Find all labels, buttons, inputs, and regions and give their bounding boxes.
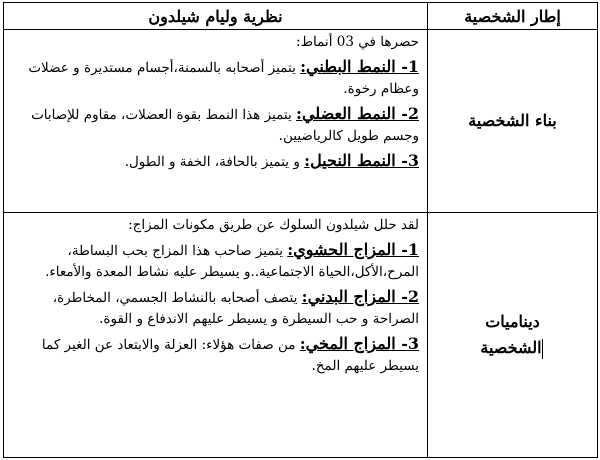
item-title: 2- المزاج البدني: — [301, 287, 419, 306]
item-text: و يتميز بالحافة، الخفة و الطول. — [124, 154, 300, 170]
frame-label-line: ديناميات — [485, 312, 540, 331]
list-item — [12, 150, 419, 173]
list-item — [12, 103, 419, 147]
frame-column-header: إطار الشخصية — [428, 3, 598, 30]
table-row — [4, 213, 598, 458]
item-text: يتميز أصحابه بالسمنة،أجسام مستديرة و عضلات وعظام رخوة. — [28, 60, 419, 97]
list-item — [12, 56, 419, 100]
list-item — [12, 333, 419, 377]
table-row — [4, 30, 598, 213]
item-text: يتميز هذا النمط بقوة العضلات، مقاوم للإصابات وجسم طويل كالرياضيين. — [31, 107, 419, 144]
personality-table — [3, 2, 598, 458]
item-title: 1- المزاج الحشوي: — [287, 240, 419, 259]
frame-label-personality-dynamics — [428, 213, 598, 458]
frame-label-personality-structure: بناء الشخصية — [428, 30, 598, 213]
header-row — [4, 3, 598, 30]
theory-column-header: نظرية وليام شيلدون — [4, 3, 428, 30]
list-item — [12, 286, 419, 330]
theory-cell-body-types — [4, 30, 428, 213]
frame-label-text: الشخصية — [480, 338, 542, 357]
theory-cell-temperaments — [4, 213, 428, 458]
item-text: يتصف أصحابه بالنشاط الجسمي، المخاطرة، الصراحة و حب السيطرة و يسيطر عليهم الاندفاع و القوة. — [52, 290, 419, 327]
cell-intro: حصرها في 03 أنماط: — [296, 34, 419, 50]
cell-intro: لقد حلل شيلدون السلوك عن طريق مكونات المزاج: — [128, 217, 419, 233]
item-title: 3- النمط النحيل: — [304, 151, 419, 170]
item-title: 3- المزاج المخي: — [299, 334, 419, 353]
list-item — [12, 239, 419, 283]
item-title: 1- النمط البطني: — [300, 57, 419, 76]
text-cursor — [542, 339, 543, 359]
item-text: يتميز صاحب هذا المزاج بحب البساطة، المرح،الأكل،الحياة الاجتماعية..و يسيطر عليه نشاط المعدة والأمعاء. — [45, 243, 419, 280]
item-text: من صفات هؤلاء: العزلة والابتعاد عن الغير كما يسيطر عليهم المخ. — [41, 337, 419, 374]
frame-label-line — [428, 335, 597, 361]
item-title: 2- النمط العضلي: — [296, 104, 419, 123]
